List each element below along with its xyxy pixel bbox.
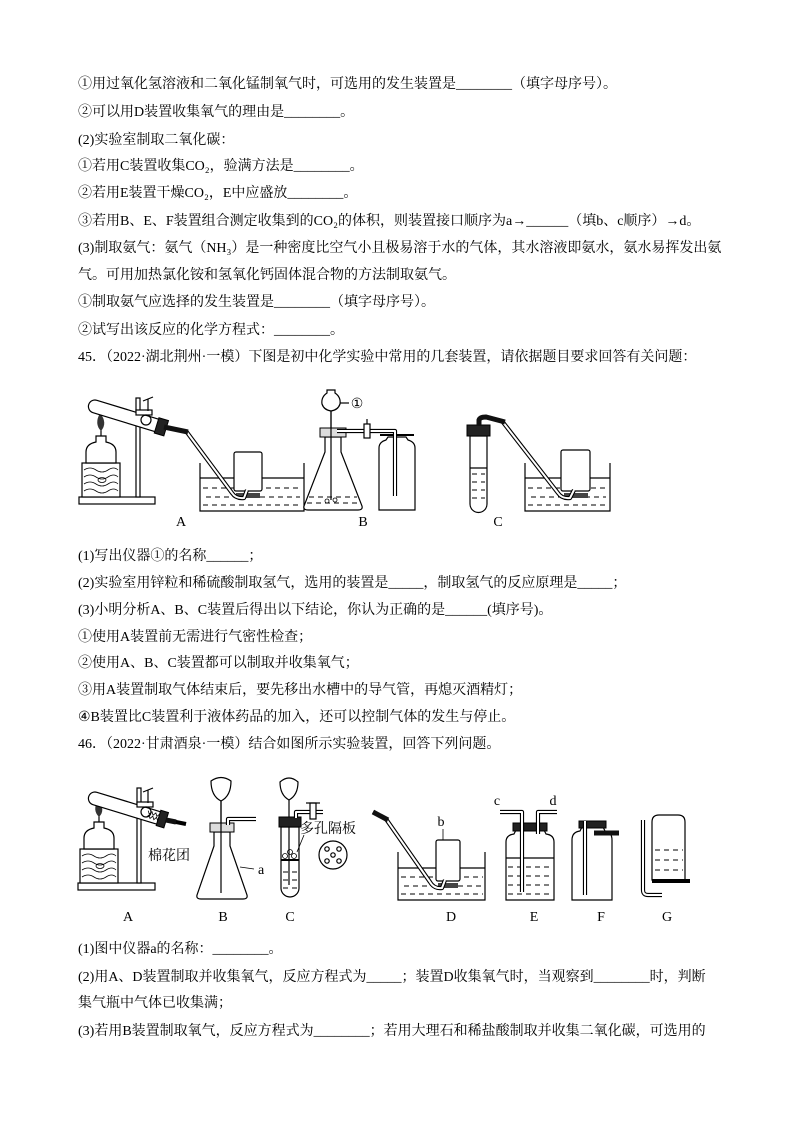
- q46-label-g: G: [661, 910, 673, 925]
- cotton-label: 棉花团: [148, 849, 190, 864]
- collection-bottle: [561, 450, 590, 491]
- q46-apparatus-a: [78, 788, 190, 925]
- tube-clamp: [364, 424, 370, 438]
- q46-label-b: B: [218, 910, 228, 925]
- wooden-block: [80, 849, 118, 883]
- porous-plate-label: 多孔隔板: [300, 822, 356, 837]
- q45-apparatus-figure: [70, 380, 630, 535]
- erlenmeyer-flask: [197, 801, 247, 899]
- port-d-label: d: [549, 794, 557, 809]
- q46-label-a: A: [122, 910, 134, 925]
- test-tube: [467, 425, 490, 513]
- porous-plate-inset: [319, 841, 347, 869]
- delivery-tube: [479, 417, 574, 498]
- q46-stem: 46．（2022·甘肃酒泉·一模）结合如图所示实验装置，回答下列问题。: [78, 737, 501, 752]
- q46-apparatus-g: [643, 815, 690, 925]
- q44-part3-item-1: ①制取氨气应选择的发生装置是________（填字母序号）。: [78, 295, 435, 310]
- q44-part3-stem-line-1: (3)制取氨气：氨气（NH₃）是一种密度比空气小且极易溶于水的气体，其水溶液即氨水，氨水易挥发出氨: [78, 241, 722, 256]
- q46-label-f: F: [597, 910, 605, 925]
- delivery-tube: [166, 820, 186, 824]
- alcohol-lamp: [86, 413, 116, 463]
- rubber-stopper: [279, 817, 301, 827]
- q46-question-2-line-1: (2)用A、D装置制取并收集氧气，反应方程式为_____；装置D收集氧气时，当观察到________时，判断: [78, 970, 706, 985]
- base-bar: [652, 879, 690, 883]
- q46-apparatus-b: [197, 778, 265, 926]
- q44-part1-item-2: ②可以用D装置收集氧气的理由是________。: [78, 105, 355, 120]
- wooden-block: [82, 463, 120, 497]
- q46-apparatus-f: [572, 821, 619, 925]
- q46-label-d: D: [445, 910, 457, 925]
- q45-option-2: ②使用A、B、C装置都可以制取并收集氧气；: [78, 656, 359, 671]
- q45-option-1: ①使用A装置前无需进行气密性检查；: [78, 630, 313, 645]
- q46-apparatus-c: [279, 778, 356, 925]
- collection-bottle: [234, 452, 262, 491]
- q45-apparatus-a: [79, 397, 304, 530]
- collection-bottle: [436, 840, 460, 881]
- delivery-tube: [373, 812, 445, 888]
- q45-option-3: ③用A装置制取气体结束后，要先移出水槽中的导气管，再熄灭酒精灯；: [78, 683, 523, 698]
- rubber-stopper: [513, 823, 547, 831]
- q46-label-e: E: [529, 910, 539, 925]
- iron-stand-base: [78, 883, 155, 890]
- iron-stand-base: [79, 497, 155, 504]
- gas-washing-bottle: [506, 823, 554, 900]
- port-c-label: c: [493, 794, 501, 809]
- q44-part3-item-2: ②试写出该反应的化学方程式：________。: [78, 323, 344, 338]
- q44-part1-item-1: ①用过氧化氢溶液和二氧化锰制氧气时，可选用的发生装置是________（填字母序号）。: [78, 77, 617, 92]
- bottle-b-label: b: [437, 815, 445, 830]
- q45-question-1: (1)写出仪器①的名称______；: [78, 549, 263, 564]
- q45-label-b: B: [358, 515, 368, 530]
- q46-apparatus-e: [494, 794, 557, 925]
- q46-question-1: (1)图中仪器a的名称：________。: [78, 942, 283, 957]
- q45-question-2: (2)实验室用锌粒和稀硫酸制取氢气，选用的装置是_____，制取氢气的反应原理是_____；: [78, 576, 627, 591]
- q45-stem: 45．（2022·湖北荆州·一模）下图是初中化学实验中常用的几套装置，请依据题目要求回答有关问题：: [78, 350, 697, 365]
- rubber-stopper: [467, 425, 490, 436]
- q44-part2-heading: (2)实验室制取二氧化碳：: [78, 133, 235, 148]
- q45-label-c: C: [493, 515, 503, 530]
- q44-part2-item-3: ③若用B、E、F装置组合测定收集到的CO₂的体积，则装置接口顺序为a→______（填b、c顺序）→d。: [78, 214, 701, 229]
- rubber-stopper: [210, 823, 234, 832]
- instrument-1-marker: ①: [350, 397, 364, 412]
- q45-option-4: ④B装置比C装置利于液体药品的加入，还可以控制气体的发生与停止。: [78, 710, 516, 725]
- q44-part2-item-1: ①若用C装置收集CO₂，验满方法是________。: [78, 159, 364, 174]
- q44-part2-item-2: ②若用E装置干燥CO₂，E中应盛放________。: [78, 186, 358, 201]
- q45-label-a: A: [175, 515, 187, 530]
- q46-question-2-line-2: 集气瓶中气体已收集满；: [78, 996, 232, 1011]
- erlenmeyer-flask: [304, 411, 362, 510]
- q46-apparatus-d: [373, 812, 485, 925]
- q46-question-3-line-1: (3)若用B装置制取氧气，反应方程式为________；若用大理石和稀盐酸制取并收集二氧化碳，可选用的: [78, 1024, 706, 1039]
- thistle-funnel: [280, 778, 298, 800]
- q46-apparatus-figure: [70, 765, 710, 930]
- instrument-a-label: a: [258, 863, 265, 878]
- q45-apparatus-b: [304, 390, 415, 530]
- q44-part3-stem-line-2: 气。可用加热氯化铵和氢氧化钙固体混合物的方法制取氨气。: [78, 268, 456, 283]
- q45-question-3: (3)小明分析A、B、C装置后得出以下结论，你认为正确的是______(填序号)。: [78, 603, 553, 618]
- q45-apparatus-c: [467, 417, 610, 530]
- bottle: [572, 827, 612, 900]
- q46-label-c: C: [285, 910, 295, 925]
